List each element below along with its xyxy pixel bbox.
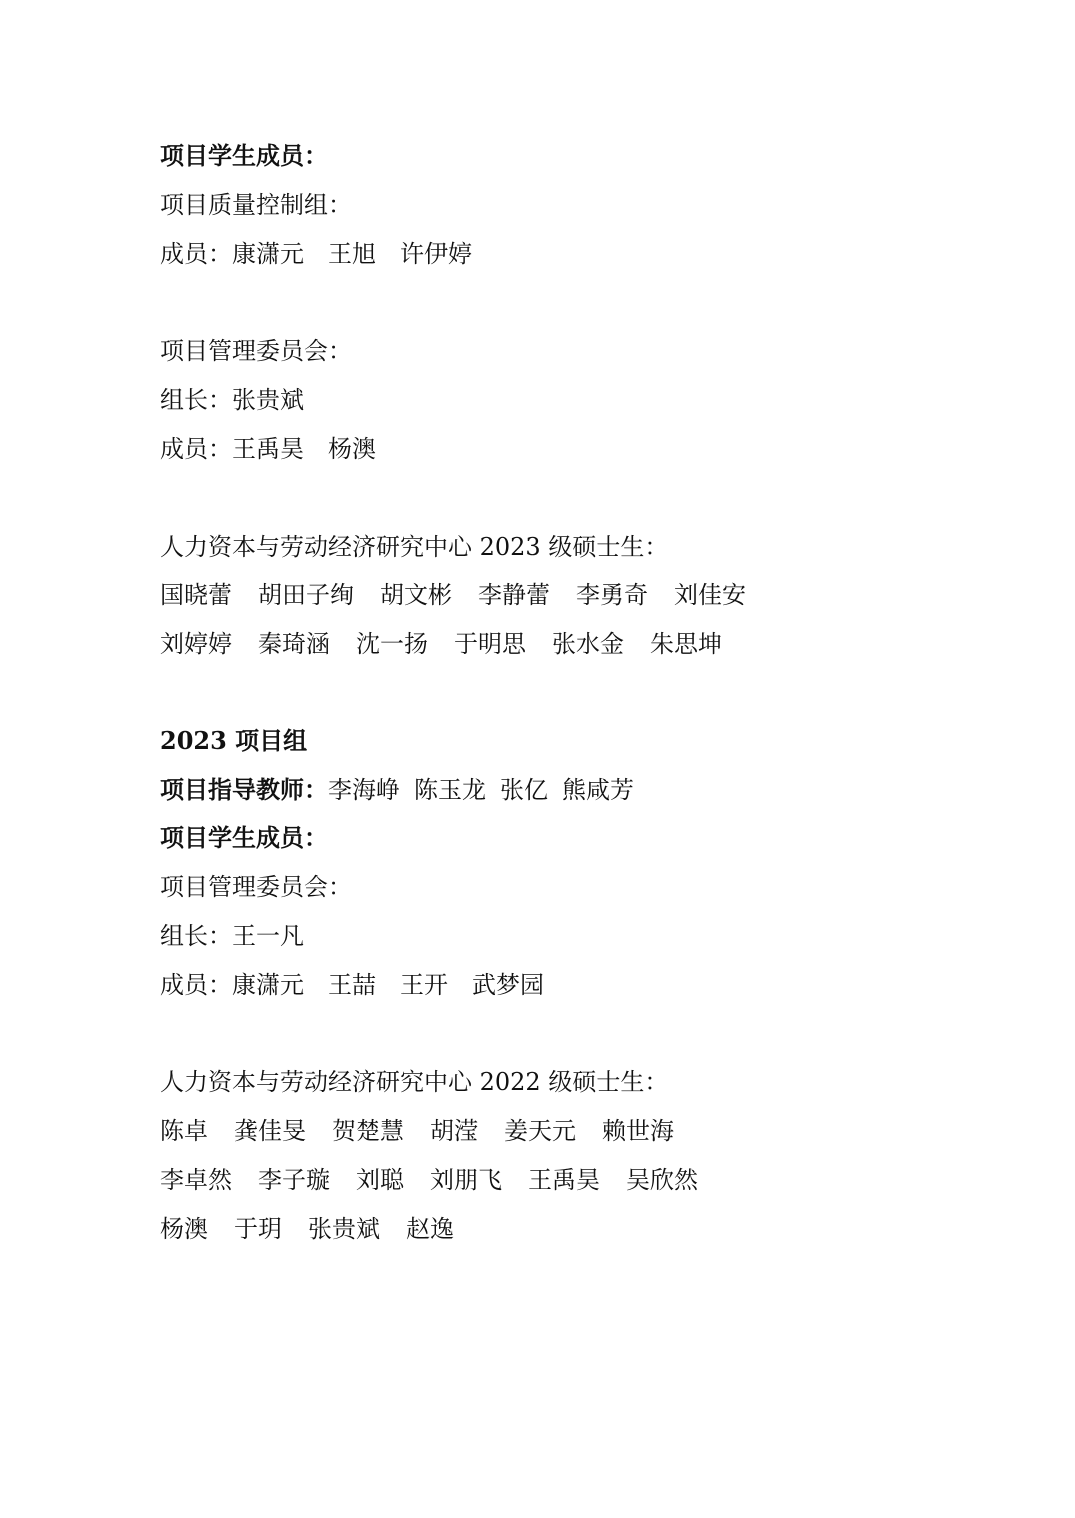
management-committee-title: 项目管理委员会： bbox=[160, 337, 352, 365]
leader-label: 组长： bbox=[160, 922, 232, 950]
advisor-name: 熊咸芳 bbox=[562, 776, 634, 804]
student-name: 刘朋飞 bbox=[430, 1166, 502, 1194]
leader-name: 张贵斌 bbox=[232, 386, 304, 414]
members-label: 成员： bbox=[160, 971, 232, 999]
committee-members bbox=[160, 968, 544, 1002]
student-name: 朱思坤 bbox=[650, 630, 722, 658]
project-group-2023-title: 2023 项目组 bbox=[160, 726, 308, 755]
student-name: 刘婷婷 bbox=[160, 630, 232, 658]
committee-members bbox=[160, 432, 376, 466]
member-name: 王喆 bbox=[328, 971, 376, 999]
student-name: 秦琦涵 bbox=[258, 630, 330, 658]
student-name: 刘聪 bbox=[356, 1166, 404, 1194]
student-name: 龚佳旻 bbox=[234, 1117, 306, 1145]
cohort-2023-title: 人力资本与劳动经济研究中心 2023 级硕士生： bbox=[160, 533, 669, 561]
cohort-2022-names-row bbox=[160, 1114, 674, 1148]
student-name: 张水金 bbox=[552, 630, 624, 658]
member-name: 王禹昊 bbox=[232, 435, 304, 463]
student-name: 赵逸 bbox=[406, 1215, 454, 1243]
student-name: 杨澳 bbox=[160, 1215, 208, 1243]
student-name: 胡滢 bbox=[430, 1117, 478, 1145]
student-name: 李勇奇 bbox=[576, 581, 648, 609]
member-name: 武梦园 bbox=[472, 971, 544, 999]
member-name: 康潇元 bbox=[232, 240, 304, 268]
quality-group-members bbox=[160, 237, 472, 271]
committee-leader bbox=[160, 383, 304, 417]
member-name: 许伊婷 bbox=[400, 240, 472, 268]
student-name: 刘佳安 bbox=[674, 581, 746, 609]
advisor-name: 陈玉龙 bbox=[414, 776, 486, 804]
cohort-2022-names-row bbox=[160, 1212, 454, 1246]
advisors-line bbox=[160, 773, 634, 807]
committee-leader bbox=[160, 919, 304, 953]
member-name: 康潇元 bbox=[232, 971, 304, 999]
student-name: 李子璇 bbox=[258, 1166, 330, 1194]
student-name: 贺楚慧 bbox=[332, 1117, 404, 1145]
member-name: 王开 bbox=[400, 971, 448, 999]
leader-label: 组长： bbox=[160, 386, 232, 414]
cohort-2022-title: 人力资本与劳动经济研究中心 2022 级硕士生： bbox=[160, 1068, 669, 1096]
student-name: 于明思 bbox=[454, 630, 526, 658]
student-name: 王禹昊 bbox=[528, 1166, 600, 1194]
student-name: 沈一扬 bbox=[356, 630, 428, 658]
quality-group-title: 项目质量控制组： bbox=[160, 191, 352, 219]
advisor-name: 李海峥 bbox=[328, 776, 400, 804]
members-label: 成员： bbox=[160, 240, 232, 268]
student-name: 张贵斌 bbox=[308, 1215, 380, 1243]
student-members-heading: 项目学生成员： bbox=[160, 141, 328, 170]
members-label: 成员： bbox=[160, 435, 232, 463]
student-name: 姜天元 bbox=[504, 1117, 576, 1145]
leader-name: 王一凡 bbox=[232, 922, 304, 950]
student-members-heading: 项目学生成员： bbox=[160, 823, 328, 852]
student-name: 胡文彬 bbox=[380, 581, 452, 609]
student-name: 胡田子绚 bbox=[258, 581, 354, 609]
student-name: 国晓蕾 bbox=[160, 581, 232, 609]
cohort-2023-names-row bbox=[160, 578, 746, 612]
student-name: 赖世海 bbox=[602, 1117, 674, 1145]
management-committee-title: 项目管理委员会： bbox=[160, 873, 352, 901]
student-name: 于玥 bbox=[234, 1215, 282, 1243]
member-name: 王旭 bbox=[328, 240, 376, 268]
student-name: 李卓然 bbox=[160, 1166, 232, 1194]
cohort-2022-names-row bbox=[160, 1163, 698, 1197]
student-name: 陈卓 bbox=[160, 1117, 208, 1145]
advisor-name: 张亿 bbox=[500, 776, 548, 804]
advisors-label: 项目指导教师： bbox=[160, 775, 328, 804]
cohort-2023-names-row bbox=[160, 627, 722, 661]
student-name: 李静蕾 bbox=[478, 581, 550, 609]
student-name: 吴欣然 bbox=[626, 1166, 698, 1194]
member-name: 杨澳 bbox=[328, 435, 376, 463]
